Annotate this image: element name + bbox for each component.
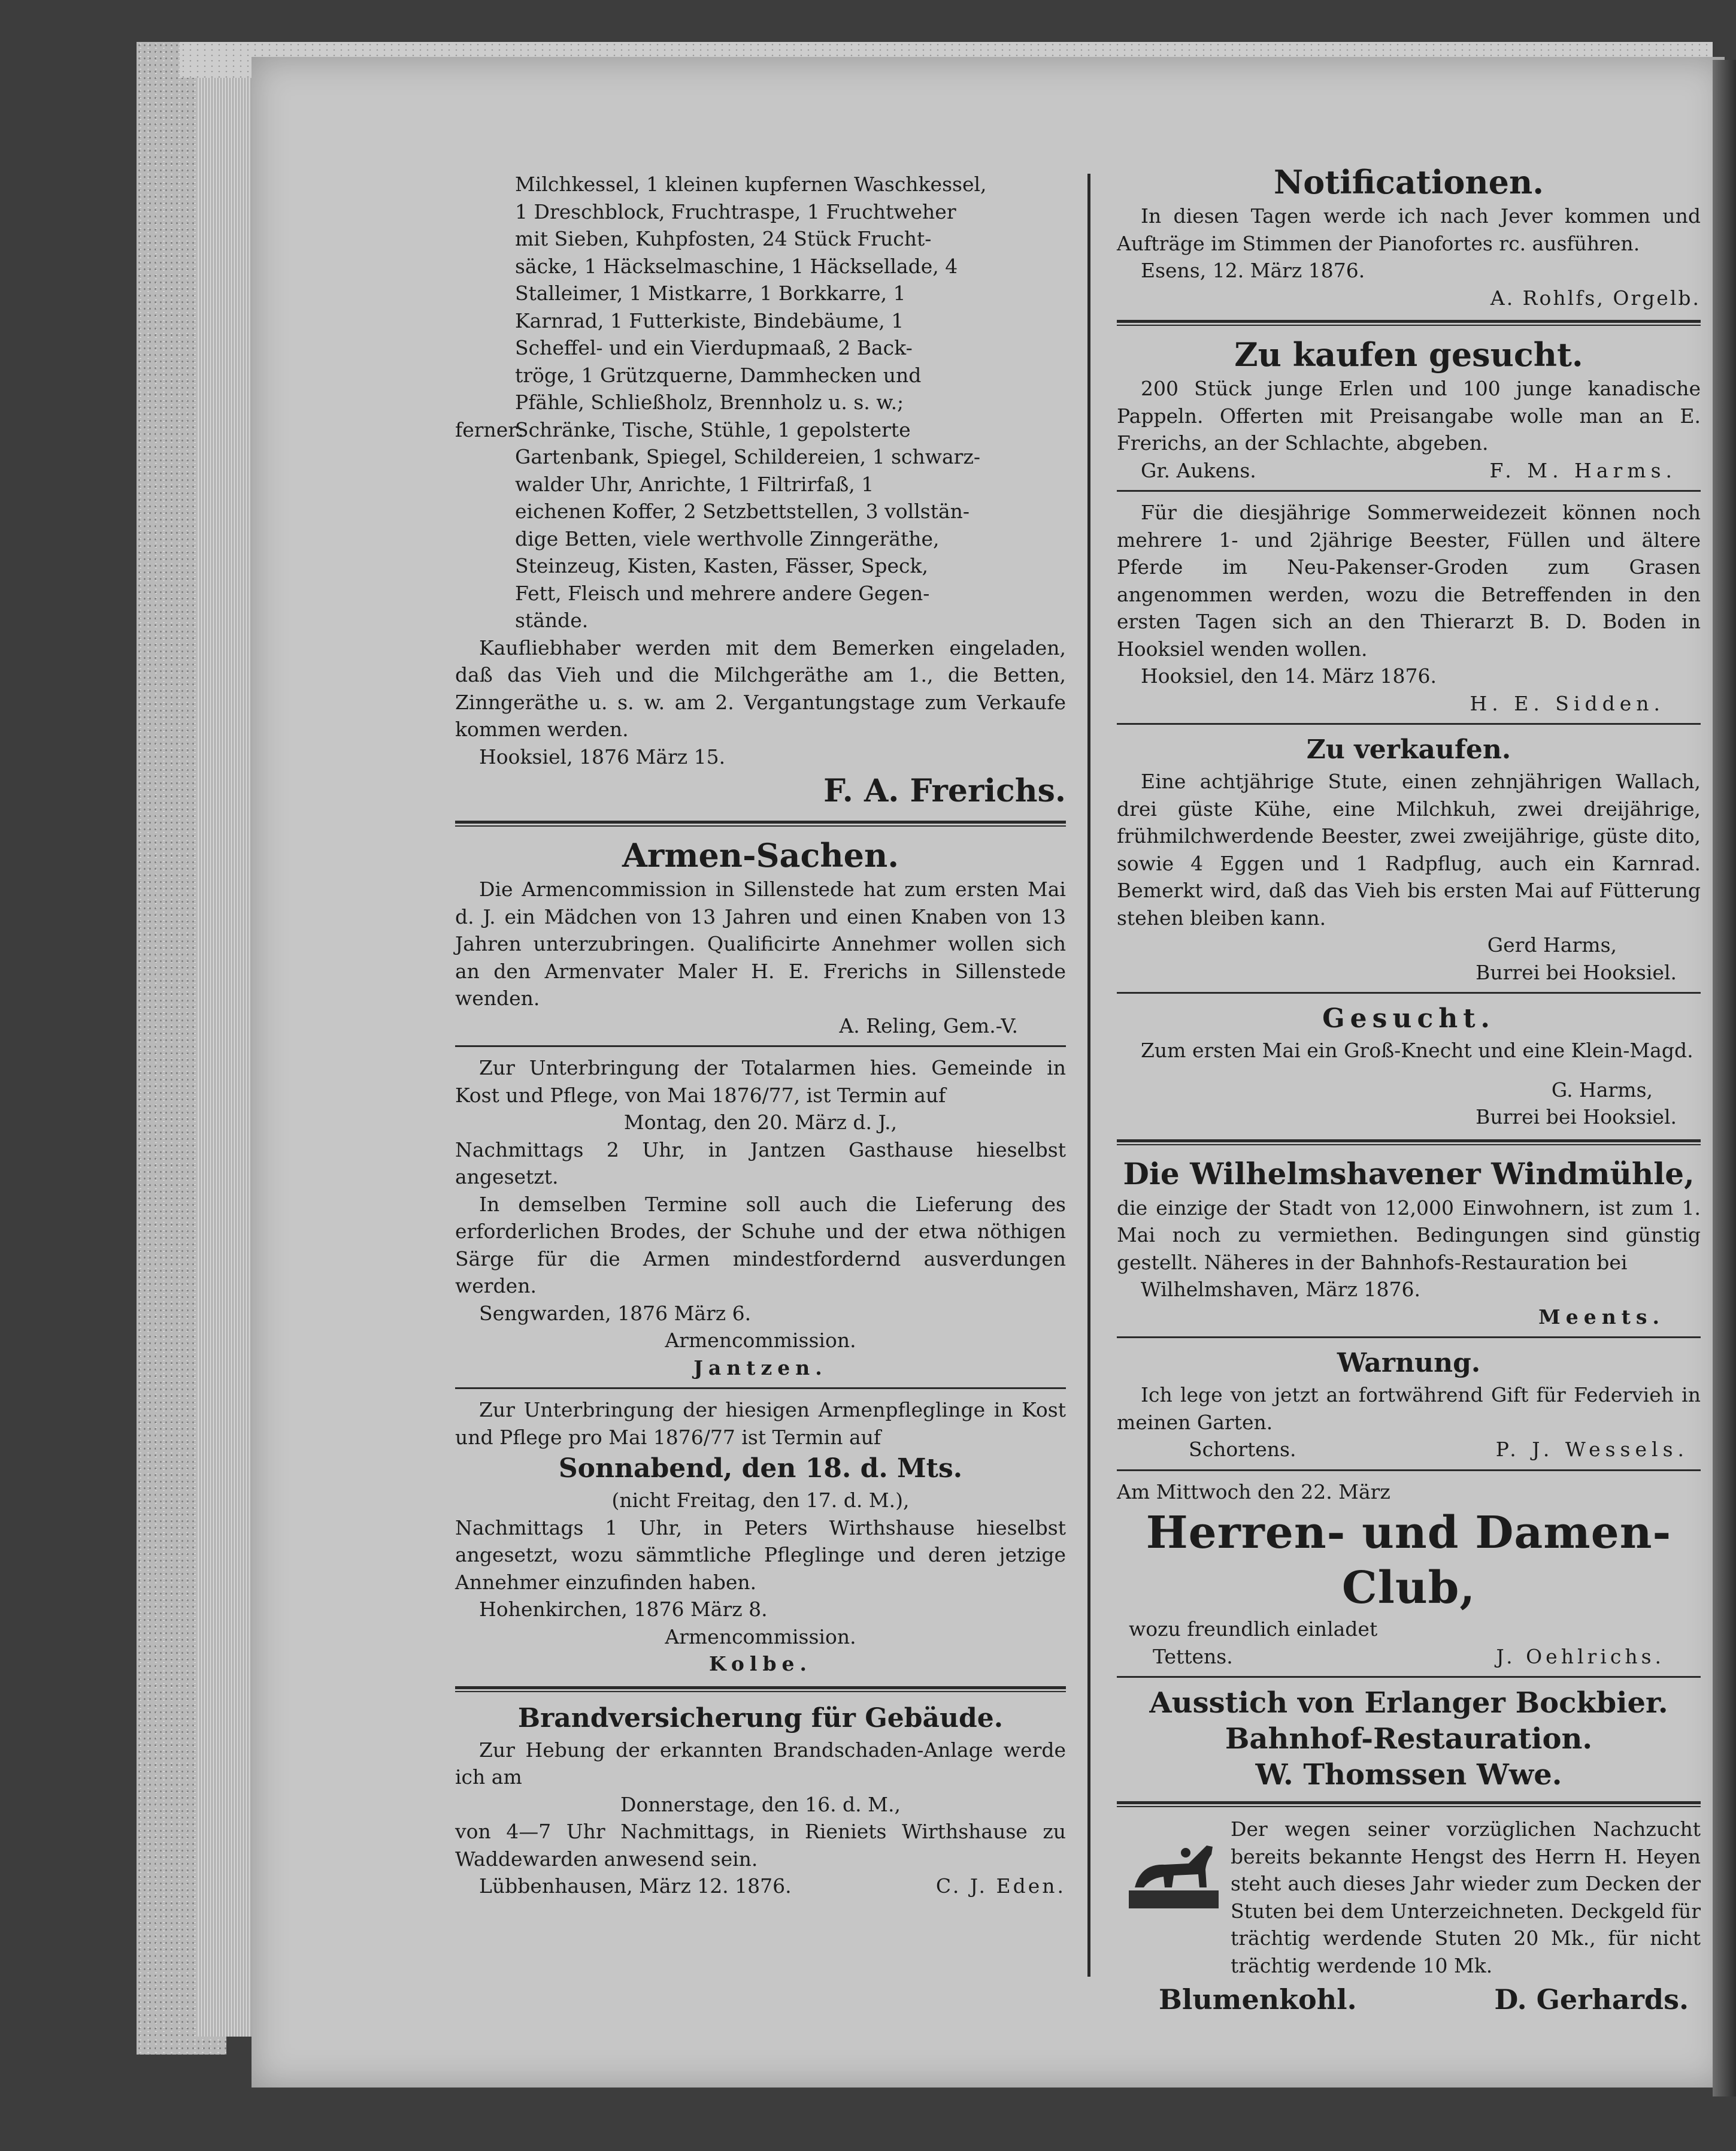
- weide-text: Für die diesjährige Sommerweidezeit können noch mehrere 1- und 2jährige Beester, Füllen und ältere Pferde im Neu-Pakenser-Groden zum Grasen angenommen werden, wozu die Betreffenden in den ersten Tagen sich an den Thierarzt B. D. Boden in Hooksiel wenden wollen.: [1117, 501, 1701, 661]
- section-rule: [1117, 1139, 1701, 1145]
- brand-signature: C. J. Eden.: [935, 1874, 1066, 1898]
- kaufen-signature: F. M. Harms.: [1489, 458, 1677, 482]
- verkaufen-title: Zu verkaufen.: [1306, 734, 1511, 765]
- gesucht-address: Burrei bei Hooksiel.: [1476, 1105, 1677, 1129]
- notif-place: Esens, 12. März 1876.: [1141, 259, 1365, 282]
- club-signature: J. Oehlrichs.: [1496, 1644, 1665, 1668]
- right-column: [1117, 162, 1701, 2017]
- hengst-ad: [1117, 1816, 1701, 1979]
- auction-item-list: [455, 171, 1066, 416]
- club-pre: Am Mittwoch den 22. März: [1117, 1480, 1390, 1503]
- auction-line: mit Sieben, Kuhpfosten, 24 Stück Frucht-: [515, 227, 932, 250]
- ferner-line: Schränke, Tische, Stühle, 1 gepolsterte: [515, 418, 911, 441]
- auction-line: 1 Dreschblock, Fruchtraspe, 1 Fruchtweher: [515, 199, 956, 223]
- armen-text: Die Armencommission in Sillenstede hat zum ersten Mai d. J. ein Mädchen von 13 Jahren und einen Knaben von 13 Jahren unterzubringen. Qualificirte Annehmer wollen sich an den Armenvater Maler H. E. Frerichs in Sillenstede wenden.: [455, 878, 1066, 1010]
- totalarmen-place: Sengwarden, 1876 März 6.: [479, 1301, 752, 1325]
- auction-line: Pfähle, Schließholz, Brennholz u. s. w.;: [515, 391, 904, 414]
- totalarmen-date: Montag, den 20. März d. J.,: [623, 1111, 898, 1134]
- verkaufen-address: Burrei bei Hooksiel.: [1476, 960, 1677, 984]
- windmuehle-title: Die Wilhelmshavener Windmühle,: [1123, 1155, 1695, 1191]
- ferner-line: Steinzeug, Kisten, Kasten, Fässer, Speck,: [515, 554, 929, 577]
- verkaufen-text: Eine achtjährige Stute, einen zehnjährigen Wallach, drei güste Kühe, eine Milchkuh, zwei dreijährige, frühmilchwerdende Beester, zwei zweijährige, güste dito, sowie 4 Eggen und 1 Radpflug, auch ein Karnrad. Bemerkt wird, daß das Vieh bis ersten Mai auf Fütterung stehen bleiben kann.: [1117, 770, 1701, 930]
- pfleglinge-date: Sonnabend, den 18. d. Mts.: [558, 1453, 963, 1484]
- ferner-line: walder Uhr, Anrichte, 1 Filtrirfaß, 1: [515, 472, 874, 496]
- totalarmen-signature: Jantzen.: [693, 1356, 828, 1379]
- hengst-signature: D. Gerhards.: [1494, 1983, 1689, 2016]
- gesucht-signature: G. Harms,: [1551, 1078, 1653, 1102]
- auction-line: säcke, 1 Häckselmaschine, 1 Häcksellade, 4: [515, 254, 958, 278]
- hengst-footer: [1117, 1981, 1701, 2017]
- warnung-text: Ich lege von jetzt an fortwährend Gift für Federvieh in meinen Garten.: [1117, 1383, 1701, 1434]
- notif-text: In diesen Tagen werde ich nach Jever kommen und Aufträge im Stimmen der Pianofortes rc. ausführen.: [1117, 204, 1701, 255]
- gesucht-text: Zum ersten Mai ein Groß-Knecht und eine Klein-Magd.: [1141, 1039, 1693, 1062]
- ferner-label: ferner:: [455, 418, 525, 441]
- section-rule: [1117, 1676, 1701, 1678]
- auction-line: Scheffel- und ein Vierdupmaaß, 2 Back-: [515, 336, 913, 359]
- auction-line: tröge, 1 Grützquerne, Dammhecken und: [515, 363, 922, 387]
- kauf-text: Kaufliebhaber werden mit dem Bemerken eingeladen, daß das Vieh und die Milchgeräthe am 1., die Betten, Zinngeräthe u. s. w. am 2. Vergantungstage zum Verkaufe kommen werden.: [455, 636, 1066, 741]
- section-rule: [1117, 723, 1701, 725]
- book-spine: [1713, 60, 1736, 2096]
- windmuehle-text: die einzige der Stadt von 12,000 Einwohnern, ist zum 1. Mai noch zu vermiethen. Bedingungen sind günstig gestellt. Näheres in der Bahnhofs-Restauration bei: [1117, 1196, 1701, 1274]
- totalarmen-org: Armencommission.: [665, 1329, 856, 1352]
- club-sub: wozu freundlich einladet: [1129, 1617, 1378, 1641]
- brand-time: von 4—7 Uhr Nachmittags, in Rieniets Wirthshause zu Waddewarden anwesend sein.: [455, 1820, 1066, 1871]
- section-rule: [1117, 1336, 1701, 1338]
- totalarmen-text: Zur Unterbringung der Totalarmen hies. Gemeinde in Kost und Pflege, von Mai 1876/77, ist Termin auf: [455, 1056, 1066, 1107]
- ferner-line: Gartenbank, Spiegel, Schildereien, 1 schwarz-: [515, 445, 980, 468]
- auction-line: Karnrad, 1 Futterkiste, Bindebäume, 1: [515, 308, 904, 332]
- warnung-place: Schortens.: [1189, 1438, 1296, 1461]
- ferner-line: Fett, Fleisch und mehrere andere Gegen-: [515, 581, 930, 605]
- verkaufen-signature: Gerd Harms,: [1487, 933, 1617, 957]
- warnung-signature: P. J. Wessels.: [1495, 1438, 1689, 1461]
- section-rule: [455, 1387, 1066, 1389]
- notif-signature: A. Rohlfs, Orgelb.: [1490, 286, 1701, 310]
- bock-line1: Ausstich von Erlanger Bockbier.: [1149, 1686, 1668, 1720]
- windmuehle-signature: Meents.: [1538, 1305, 1665, 1329]
- section-rule: [1117, 1469, 1701, 1471]
- windmuehle-place: Wilhelmshaven, März 1876.: [1141, 1278, 1420, 1301]
- hengst-text: Der wegen seiner vorzüglichen Nachzucht bereits bekannte Hengst des Herrn H. Heyen steht auch dieses Jahr wieder zum Decken der Stuten bei dem Unterzeichneten. Deckgeld für trächtig werdende Stuten 20 Mk., für nicht trächtig werdende 10 Mk.: [1231, 1817, 1701, 1977]
- ferner-line: stände.: [515, 609, 589, 632]
- left-column: [455, 171, 1066, 1900]
- bock-line2: Bahnhof-Restauration.: [1225, 1722, 1593, 1756]
- club-title: Herren- und Damen-Club,: [1146, 1507, 1672, 1614]
- brand-date: Donnerstage, den 16. d. M.,: [620, 1792, 901, 1816]
- club-footer: [1117, 1643, 1701, 1671]
- pfleglinge-text: Zur Unterbringung der hiesigen Armenpfleglinge in Kost und Pflege pro Mai 1876/77 ist Termin auf: [455, 1398, 1066, 1449]
- column-divider: [1087, 174, 1090, 1977]
- section-rule: [455, 1045, 1066, 1047]
- notif-title: Notificationen.: [1273, 163, 1544, 201]
- armen-title: Armen-Sachen.: [622, 836, 899, 875]
- totalarmen-time: Nachmittags 2 Uhr, in Jantzen Gasthause hieselbst angesetzt.: [455, 1137, 1066, 1188]
- totalarmen-text2: In demselben Termine soll auch die Lieferung des erforderlichen Brodes, der Schuhe und der etwa nöthigen Särge für die Armen mindestfordernd ausverdungen werden.: [455, 1192, 1066, 1297]
- section-rule: [1117, 490, 1701, 492]
- kaufen-place: Gr. Aukens.: [1141, 458, 1256, 482]
- ferner-line: eichenen Koffer, 2 Setzbettstellen, 3 vollstän-: [515, 500, 970, 523]
- section-rule: [1117, 992, 1701, 994]
- warnung-footer: [1117, 1436, 1701, 1463]
- brand-footer: [455, 1872, 1066, 1900]
- pfleglinge-place: Hohenkirchen, 1876 März 8.: [479, 1598, 768, 1621]
- gesucht-title: Gesucht.: [1322, 1003, 1495, 1034]
- ferner-block: [455, 416, 1066, 634]
- auction-line: Milchkessel, 1 kleinen kupfernen Waschkessel,: [515, 173, 987, 196]
- kaufen-title: Zu kaufen gesucht.: [1234, 335, 1583, 374]
- kauf-signature: F. A. Frerichs.: [823, 773, 1066, 809]
- pfleglinge-signature: Kolbe.: [708, 1652, 813, 1675]
- pfleglinge-time: Nachmittags 1 Uhr, in Peters Wirthshause hieselbst angesetzt, wozu sämmtliche Pfleglinge und deren jetzige Annehmer einzufinden haben.: [455, 1515, 1066, 1594]
- brand-place: Lübbenhausen, März 12. 1876.: [479, 1874, 792, 1898]
- armen-signature: A. Reling, Gem.-V.: [839, 1014, 1018, 1037]
- weide-signature: H. E. Sidden.: [1470, 691, 1665, 715]
- horse-icon: [1117, 1828, 1231, 1917]
- warnung-title: Warnung.: [1337, 1348, 1481, 1378]
- bock-line3: W. Thomssen Wwe.: [1255, 1758, 1562, 1792]
- pfleglinge-org: Armencommission.: [665, 1624, 856, 1648]
- pfleglinge-note: (nicht Freitag, den 17. d. M.),: [611, 1489, 910, 1512]
- ferner-line: dige Betten, viele werthvolle Zinngeräthe,: [515, 527, 940, 550]
- section-rule: [455, 821, 1066, 827]
- brand-text: Zur Hebung der erkannten Brandschaden-Anlage werde ich am: [455, 1738, 1066, 1789]
- section-rule: [455, 1686, 1066, 1692]
- auction-line: Stalleimer, 1 Mistkarre, 1 Borkkarre, 1: [515, 282, 906, 305]
- kaufen-footer: [1117, 457, 1701, 485]
- kauf-place: Hooksiel, 1876 März 15.: [479, 745, 726, 769]
- kaufen-text: 200 Stück junge Erlen und 100 junge kanadische Pappeln. Offerten mit Preisangabe wolle man an E. Frerichs, an der Schlachte, abgeben.: [1117, 377, 1701, 455]
- brand-title: Brandversicherung für Gebäude.: [517, 1702, 1004, 1733]
- weide-place: Hooksiel, den 14. März 1876.: [1141, 664, 1437, 688]
- section-rule: [1117, 320, 1701, 326]
- section-rule: [1117, 1801, 1701, 1807]
- club-place: Tettens.: [1153, 1644, 1233, 1668]
- hengst-place: Blumenkohl.: [1159, 1983, 1357, 2016]
